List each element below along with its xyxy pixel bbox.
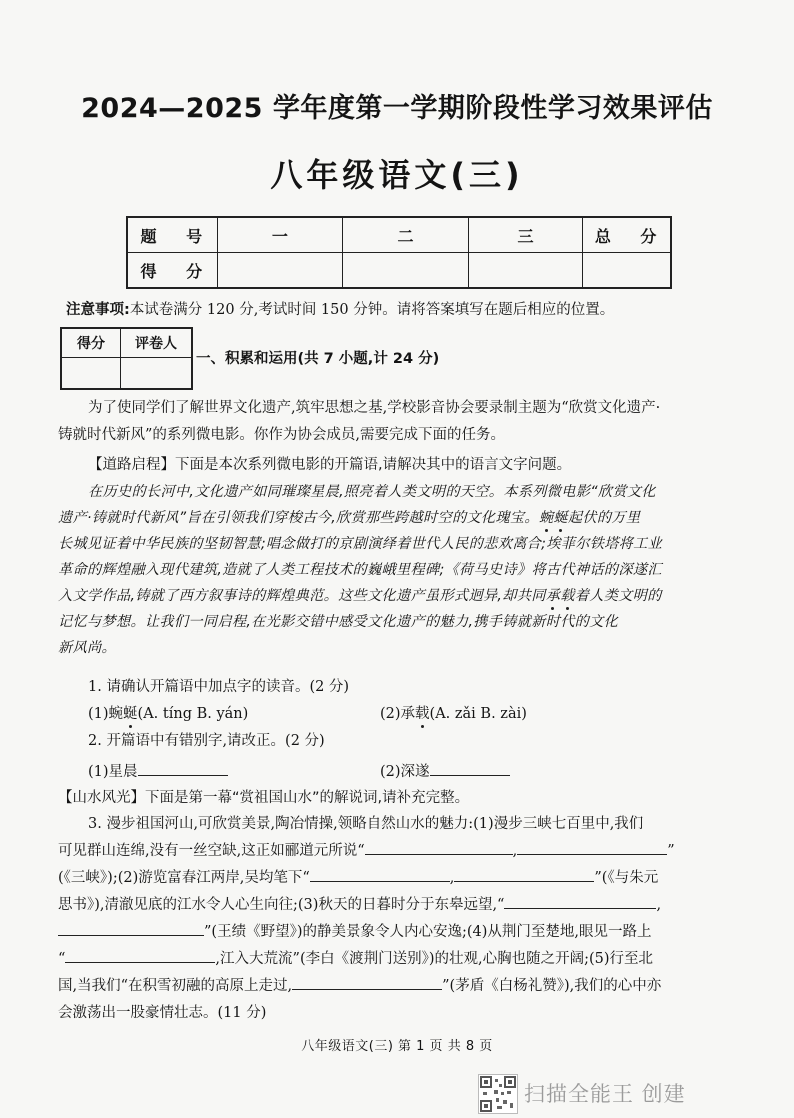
answer-blank[interactable] xyxy=(310,866,450,882)
passage-line xyxy=(58,505,748,531)
q3-line: ”(王绩《野望》)的静美景象令人内心安逸;(4)从荆门至楚地,眼见一路上 xyxy=(58,919,748,946)
score-cell[interactable] xyxy=(343,253,469,289)
dotted-char: 承 xyxy=(545,588,561,604)
intro-line: 为了使同学们了解世界文化遗产,筑牢思想之基,学校影音协会要录制主题为“欣赏文化遗产· xyxy=(88,400,661,416)
passage-text: 入文学作品,铸就了西方叙事诗的辉煌典范。这些文化遗产虽形式迥异,却共同 xyxy=(58,588,546,604)
scanner-watermark: 扫描全能王 创建 xyxy=(524,1082,686,1106)
answer-blank[interactable] xyxy=(430,760,510,776)
score-header-cell: 一 xyxy=(217,217,343,253)
intro-line: 铸就时代新风”的系列微电影。你作为协会成员,需要完成下面的任务。 xyxy=(58,427,506,443)
answer-blank[interactable] xyxy=(454,866,594,882)
notice-text: 本试卷满分 120 分,考试时间 150 分钟。请将答案填写在题后相应的位置。 xyxy=(129,302,615,318)
grader-name-label: 评卷人 xyxy=(121,328,193,358)
exam-subtitle: 八年级语文(三) xyxy=(270,156,524,194)
score-table-value-row xyxy=(127,253,671,289)
task-heading: 【山水风光】下面是第一幕“赏祖国山水”的解说词,请补充完整。 xyxy=(58,790,470,806)
passage-text: 起伏的万里 xyxy=(567,510,641,526)
answer-blank[interactable] xyxy=(365,839,513,855)
notice xyxy=(66,298,614,319)
score-header-cell: 题 号 xyxy=(127,217,217,253)
q3-line: 会激荡出一股豪情壮志。(11 分) xyxy=(58,1005,267,1021)
q3-line: 3. 漫步祖国河山,可欣赏美景,陶冶情操,领略自然山水的魅力:(1)漫步三峡七百里中,我们 xyxy=(88,816,644,832)
grader-name-cell[interactable] xyxy=(121,358,193,390)
passage-line: 长城见证着中华民族的坚韧智慧;唱念做打的京剧演绎着世代人民的悲欢离合;埃菲尔铁塔将工业 xyxy=(58,536,663,552)
question-2-items xyxy=(58,760,774,782)
dotted-char: 载 xyxy=(560,588,575,604)
q2-item-1: (1)星晨 xyxy=(88,764,228,780)
answer-blank[interactable] xyxy=(504,893,656,909)
q1-item-2: (2)承载(A. zǎi B. zài) xyxy=(380,706,527,722)
dotted-char: 蜿 xyxy=(538,510,554,526)
dotted-char: 载 xyxy=(415,706,430,722)
q3-line: 思书》),清澈见底的江水令人心生向往;(3)秋天的日暮时分于东皋远望,“ , xyxy=(58,892,748,919)
answer-blank[interactable] xyxy=(138,760,228,776)
score-table-header-row xyxy=(127,217,671,253)
score-cell[interactable] xyxy=(583,253,671,289)
score-cell[interactable] xyxy=(468,253,582,289)
notice-label: 注意事项: xyxy=(66,302,130,318)
answer-blank[interactable] xyxy=(65,947,215,963)
opening-passage xyxy=(58,479,748,661)
question-3 xyxy=(58,811,748,1027)
task-heading: 【道路启程】下面是本次系列微电影的开篇语,请解决其中的语言文字问题。 xyxy=(88,457,572,473)
q3-line: 国,当我们“在积雪初融的高原上走过, ”(茅盾《白杨礼赞》),我们的心中亦 xyxy=(58,973,748,1000)
grader-box xyxy=(60,327,193,390)
q3-line: “ ,江入大荒流”(李白《渡荆门送别》)的壮观,心胸也随之开阔;(5)行至北 xyxy=(58,946,748,973)
passage-text: 着人类文明的 xyxy=(574,588,662,604)
answer-blank[interactable] xyxy=(517,839,667,855)
exam-title: 2024—2025 学年度第一学期阶段性学习效果评估 xyxy=(81,93,713,124)
score-header-cell: 二 xyxy=(343,217,469,253)
answer-blank[interactable] xyxy=(58,920,204,936)
passage-line: 新风尚。 xyxy=(58,640,116,656)
q3-line: 可见群山连绵,没有一丝空缺,这正如郦道元所说“ , ” xyxy=(58,838,748,865)
page-footer: 八年级语文(三) 第 1 页 共 8 页 xyxy=(301,1039,493,1054)
question-1-options xyxy=(58,704,774,724)
passage-text: 遗产·铸就时代新风”旨在引领我们穿梭古今,欣赏那些跨越时空的文化瑰宝。 xyxy=(58,510,539,526)
dotted-char: 蜒 xyxy=(123,706,138,722)
dotted-char: 蜒 xyxy=(553,510,568,526)
passage-line: 记忆与梦想。让我们一同启程,在光影交错中感受文化遗产的魅力,携手铸就新时代的文化 xyxy=(58,614,619,630)
section-title: 一、积累和运用(共 7 小题,计 24 分) xyxy=(196,351,440,367)
passage-line: 在历史的长河中,文化遗产如同璀璨星晨,照亮着人类文明的天空。本系列微电影“欣赏文化 xyxy=(88,484,656,500)
answer-blank[interactable] xyxy=(292,974,442,990)
q1-item-1: (1)蜿蜒(A. tíng B. yán) xyxy=(88,706,249,722)
qr-code-icon xyxy=(478,1074,518,1114)
score-header-cell: 总 分 xyxy=(583,217,671,253)
score-cell[interactable] xyxy=(217,253,343,289)
grader-score-cell[interactable] xyxy=(61,358,121,390)
q2-item-2: (2)深遂 xyxy=(380,760,510,782)
passage-line: 革命的辉煌融入现代建筑,造就了人类工程技术的巍峨里程碑;《荷马史诗》将古代神话的深遂汇 xyxy=(58,562,662,578)
question-1-stem: 1. 请确认开篇语中加点字的读音。(2 分) xyxy=(88,679,350,695)
grader-score-label: 得分 xyxy=(61,328,121,358)
score-row-label: 得 分 xyxy=(127,253,217,289)
score-header-cell: 三 xyxy=(468,217,582,253)
q3-line: (《三峡》);(2)游览富春江两岸,吴均笔下“ , ”(《与朱元 xyxy=(58,865,748,892)
score-table xyxy=(126,216,672,289)
passage-line xyxy=(58,583,748,609)
question-2-stem: 2. 开篇语中有错别字,请改正。(2 分) xyxy=(88,733,325,749)
